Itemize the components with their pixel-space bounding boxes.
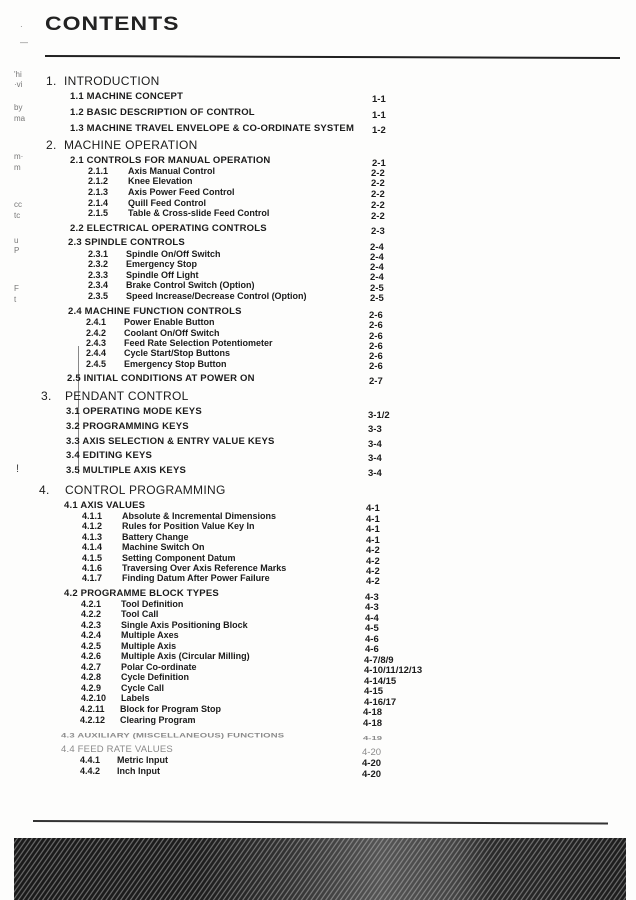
toc-page-number: 2-2 xyxy=(371,211,385,222)
toc-item[interactable]: 2.4.3 Feed Rate Selection Potentiometer xyxy=(86,338,273,348)
toc-item[interactable]: 4.2.3 Single Axis Positioning Block xyxy=(81,620,248,630)
toc-item[interactable]: 2.3.2 Emergency Stop xyxy=(88,259,198,269)
toc-page-number: 4-10/11/12/13 xyxy=(364,665,423,676)
toc-page-number: 4-2 xyxy=(366,566,380,577)
toc-page-number: 3-1/2 xyxy=(368,410,390,421)
toc-item[interactable]: 4.2.9 Cycle Call xyxy=(81,683,165,693)
toc-page-number: 4-2 xyxy=(366,545,380,556)
toc-item[interactable]: 2.3.4 Brake Control Switch (Option) xyxy=(88,280,255,290)
toc-page-number: 2-4 xyxy=(370,262,384,273)
toc-item[interactable]: 2.3.3 Spindle Off Light xyxy=(88,270,199,280)
toc-item[interactable]: 4.2.6 Multiple Axis (Circular Milling) xyxy=(81,651,250,661)
toc-page-number: 3-4 xyxy=(368,453,382,464)
toc-page-number: 2-6 xyxy=(369,331,383,342)
toc-section[interactable]: 3. PENDANT CONTROL xyxy=(41,389,189,403)
toc-page-number: 3-3 xyxy=(368,424,382,435)
toc-item[interactable]: 4.2.1 Tool Definition xyxy=(81,599,184,609)
toc-item[interactable]: 2.1.4 Quill Feed Control xyxy=(88,198,206,208)
toc-page-number: 4-1 xyxy=(366,524,380,535)
toc-page-number: 4-16/17 xyxy=(364,697,397,708)
toc-page-number: 2-4 xyxy=(370,272,384,283)
toc-item[interactable]: 2.4.5 Emergency Stop Button xyxy=(86,359,227,369)
toc-item[interactable]: 4.2.4 Multiple Axes xyxy=(81,630,179,640)
margin-fragment: · xyxy=(20,22,23,31)
toc-item[interactable]: 4.1.4 Machine Switch On xyxy=(82,542,205,552)
toc-page-number: 2-5 xyxy=(370,283,384,294)
toc-subsection[interactable]: 1.1 MACHINE CONCEPT xyxy=(70,91,184,102)
margin-fragment: — xyxy=(20,38,28,47)
toc-item[interactable]: 2.1.2 Knee Elevation xyxy=(88,176,193,186)
toc-page-number: 4-1 xyxy=(366,535,380,546)
scan-shadow-band xyxy=(14,838,626,900)
toc-page-number: 3-4 xyxy=(368,439,382,450)
toc-page-number: 4-3 xyxy=(365,602,379,613)
toc-item[interactable]: 4.1.3 Battery Change xyxy=(82,532,189,542)
toc-page-number: 2-2 xyxy=(371,189,385,200)
toc-page-number: 4-1 xyxy=(366,514,380,525)
toc-page-number: 4-20 xyxy=(362,758,382,769)
toc-page-number: 2-4 xyxy=(370,242,384,253)
toc-subsection[interactable]: 3.3 AXIS SELECTION & ENTRY VALUE KEYS xyxy=(66,436,275,447)
margin-fragment: ma xyxy=(14,114,26,123)
margin-fragment: m· xyxy=(14,152,24,161)
toc-page-number: 4-18 xyxy=(363,707,383,718)
toc-item[interactable]: 4.2.7 Polar Co-ordinate xyxy=(81,662,197,672)
toc-page-number: 3-4 xyxy=(368,468,382,479)
toc-item[interactable]: 4.2.11 Block for Program Stop xyxy=(80,704,222,714)
toc-page-number: 4-6 xyxy=(365,644,379,655)
toc-subsection[interactable]: 3.2 PROGRAMMING KEYS xyxy=(66,421,189,432)
toc-page-number: 4-20 xyxy=(362,747,382,758)
toc-page-number: 2-1 xyxy=(372,158,386,169)
toc-page-number: 4-1 xyxy=(366,503,380,514)
toc-page-number: 2-2 xyxy=(371,168,385,179)
toc-page-number: 2-2 xyxy=(371,178,385,189)
footer-divider xyxy=(33,820,608,825)
toc-page-number: 4-6 xyxy=(365,634,379,645)
toc-item[interactable]: 2.4.1 Power Enable Button xyxy=(86,317,215,327)
toc-page-number: 4-3 xyxy=(365,592,379,603)
toc-item[interactable]: 4.1.1 Absolute & Incremental Dimensions xyxy=(82,511,277,521)
toc-subsection[interactable]: 2.2 ELECTRICAL OPERATING CONTROLS xyxy=(70,223,267,234)
header-divider xyxy=(45,55,620,59)
toc-page-number: 2-7 xyxy=(369,376,383,387)
toc-item[interactable]: 4.2.2 Tool Call xyxy=(81,609,159,619)
margin-fragment: ·vi xyxy=(14,80,23,89)
margin-fragment: tc xyxy=(14,211,21,220)
toc-subsection[interactable]: 4.1 AXIS VALUES xyxy=(64,500,146,511)
toc-section[interactable]: 2. MACHINE OPERATION xyxy=(46,138,198,152)
toc-item[interactable]: 4.1.6 Traversing Over Axis Reference Marks xyxy=(82,563,287,573)
toc-item[interactable]: 2.3.1 Spindle On/Off Switch xyxy=(88,249,221,259)
toc-page-number: 1-1 xyxy=(372,94,386,105)
toc-page-number: 2-6 xyxy=(369,320,383,331)
toc-page-number: 1-1 xyxy=(372,110,386,121)
toc-page-number: 2-3 xyxy=(371,226,385,237)
toc-page-number: 4-2 xyxy=(366,556,380,567)
toc-item[interactable]: 4.4.1 Metric Input xyxy=(80,755,168,765)
toc-item[interactable]: 2.1.5 Table & Cross-slide Feed Control xyxy=(88,208,270,218)
toc-page-number: 4-15 xyxy=(364,686,384,697)
toc-page-number: 4-7/8/9 xyxy=(364,655,394,666)
toc-page-number: 2-6 xyxy=(369,361,383,372)
toc-subsection[interactable]: 2.4 MACHINE FUNCTION CONTROLS xyxy=(68,306,242,317)
toc-item[interactable]: 4.2.8 Cycle Definition xyxy=(81,672,190,682)
toc-item[interactable]: 2.4.4 Cycle Start/Stop Buttons xyxy=(86,348,231,358)
margin-fragment: F xyxy=(14,284,19,293)
toc-page-number: 2-6 xyxy=(369,341,383,352)
toc-page-number: 4-18 xyxy=(363,718,383,729)
toc-page-number: 2-4 xyxy=(370,252,384,263)
toc-subsection[interactable]: 2.3 SPINDLE CONTROLS xyxy=(68,237,185,248)
toc-page-number: 4-2 xyxy=(366,576,380,587)
toc-subsection[interactable]: 4.4 FEED RATE VALUES xyxy=(61,744,173,755)
margin-fragment: by xyxy=(14,103,23,112)
toc-section[interactable]: 1. INTRODUCTION xyxy=(46,74,160,88)
toc-item[interactable]: 4.2.12 Clearing Program xyxy=(80,715,196,725)
toc-page-number: 4-14/15 xyxy=(364,676,397,687)
margin-fragment: t xyxy=(14,295,17,304)
toc-subsection[interactable]: 1.2 BASIC DESCRIPTION OF CONTROL xyxy=(70,107,255,118)
toc-page-number: 1-2 xyxy=(372,125,386,136)
toc-item[interactable]: 2.1.1 Axis Manual Control xyxy=(88,166,216,176)
toc-subsection[interactable]: 2.5 INITIAL CONDITIONS AT POWER ON xyxy=(67,373,255,384)
toc-subsection[interactable]: 3.1 OPERATING MODE KEYS xyxy=(66,406,202,417)
toc-page-number: 4-20 xyxy=(362,769,382,780)
toc-subsection[interactable]: 3.5 MULTIPLE AXIS KEYS xyxy=(66,465,187,476)
margin-fragment: ! xyxy=(16,463,20,475)
toc-page-number: 4-19 xyxy=(363,735,383,742)
toc-subsection[interactable]: 4.3 AUXILIARY (MISCELLANEOUS) FUNCTIONS xyxy=(61,731,285,740)
toc-subsection[interactable]: 3.4 EDITING KEYS xyxy=(66,450,153,461)
page-title: CONTENTS xyxy=(45,12,180,35)
toc-subsection[interactable]: 1.3 MACHINE TRAVEL ENVELOPE & CO-ORDINATE SYSTEM xyxy=(70,123,355,134)
toc-page-number: 2-6 xyxy=(369,351,383,362)
toc-section[interactable]: 4. CONTROL PROGRAMMING xyxy=(39,483,226,497)
toc-item[interactable]: 4.2.5 Multiple Axis xyxy=(81,641,177,651)
toc-subsection[interactable]: 2.1 CONTROLS FOR MANUAL OPERATION xyxy=(70,155,271,166)
toc-page-number: 2-6 xyxy=(369,310,383,321)
margin-fragment: cc xyxy=(14,200,22,209)
toc-item[interactable]: 4.2.10 Labels xyxy=(81,693,150,703)
margin-fragment: u xyxy=(14,236,19,245)
toc-item[interactable]: 4.1.2 Rules for Position Value Key In xyxy=(82,521,255,531)
margin-fragment: m xyxy=(14,163,21,172)
toc-page-number: 4-4 xyxy=(365,613,379,624)
toc-page-number: 4-5 xyxy=(365,623,379,634)
toc-subsection[interactable]: 4.2 PROGRAMME BLOCK TYPES xyxy=(64,588,219,599)
toc-page-number: 2-2 xyxy=(371,200,385,211)
toc-item[interactable]: 2.3.5 Speed Increase/Decrease Control (Option) xyxy=(88,291,307,301)
toc-item[interactable]: 2.4.2 Coolant On/Off Switch xyxy=(86,328,220,338)
toc-page-number: 2-5 xyxy=(370,293,384,304)
margin-fragment: 'hi xyxy=(14,70,22,79)
toc-item[interactable]: 4.4.2 Inch Input xyxy=(80,766,160,776)
toc-item[interactable]: 2.1.3 Axis Power Feed Control xyxy=(88,187,235,197)
toc-item[interactable]: 4.1.5 Setting Component Datum xyxy=(82,553,236,563)
toc-item[interactable]: 4.1.7 Finding Datum After Power Failure xyxy=(82,573,270,583)
margin-fragment: P xyxy=(14,246,20,255)
